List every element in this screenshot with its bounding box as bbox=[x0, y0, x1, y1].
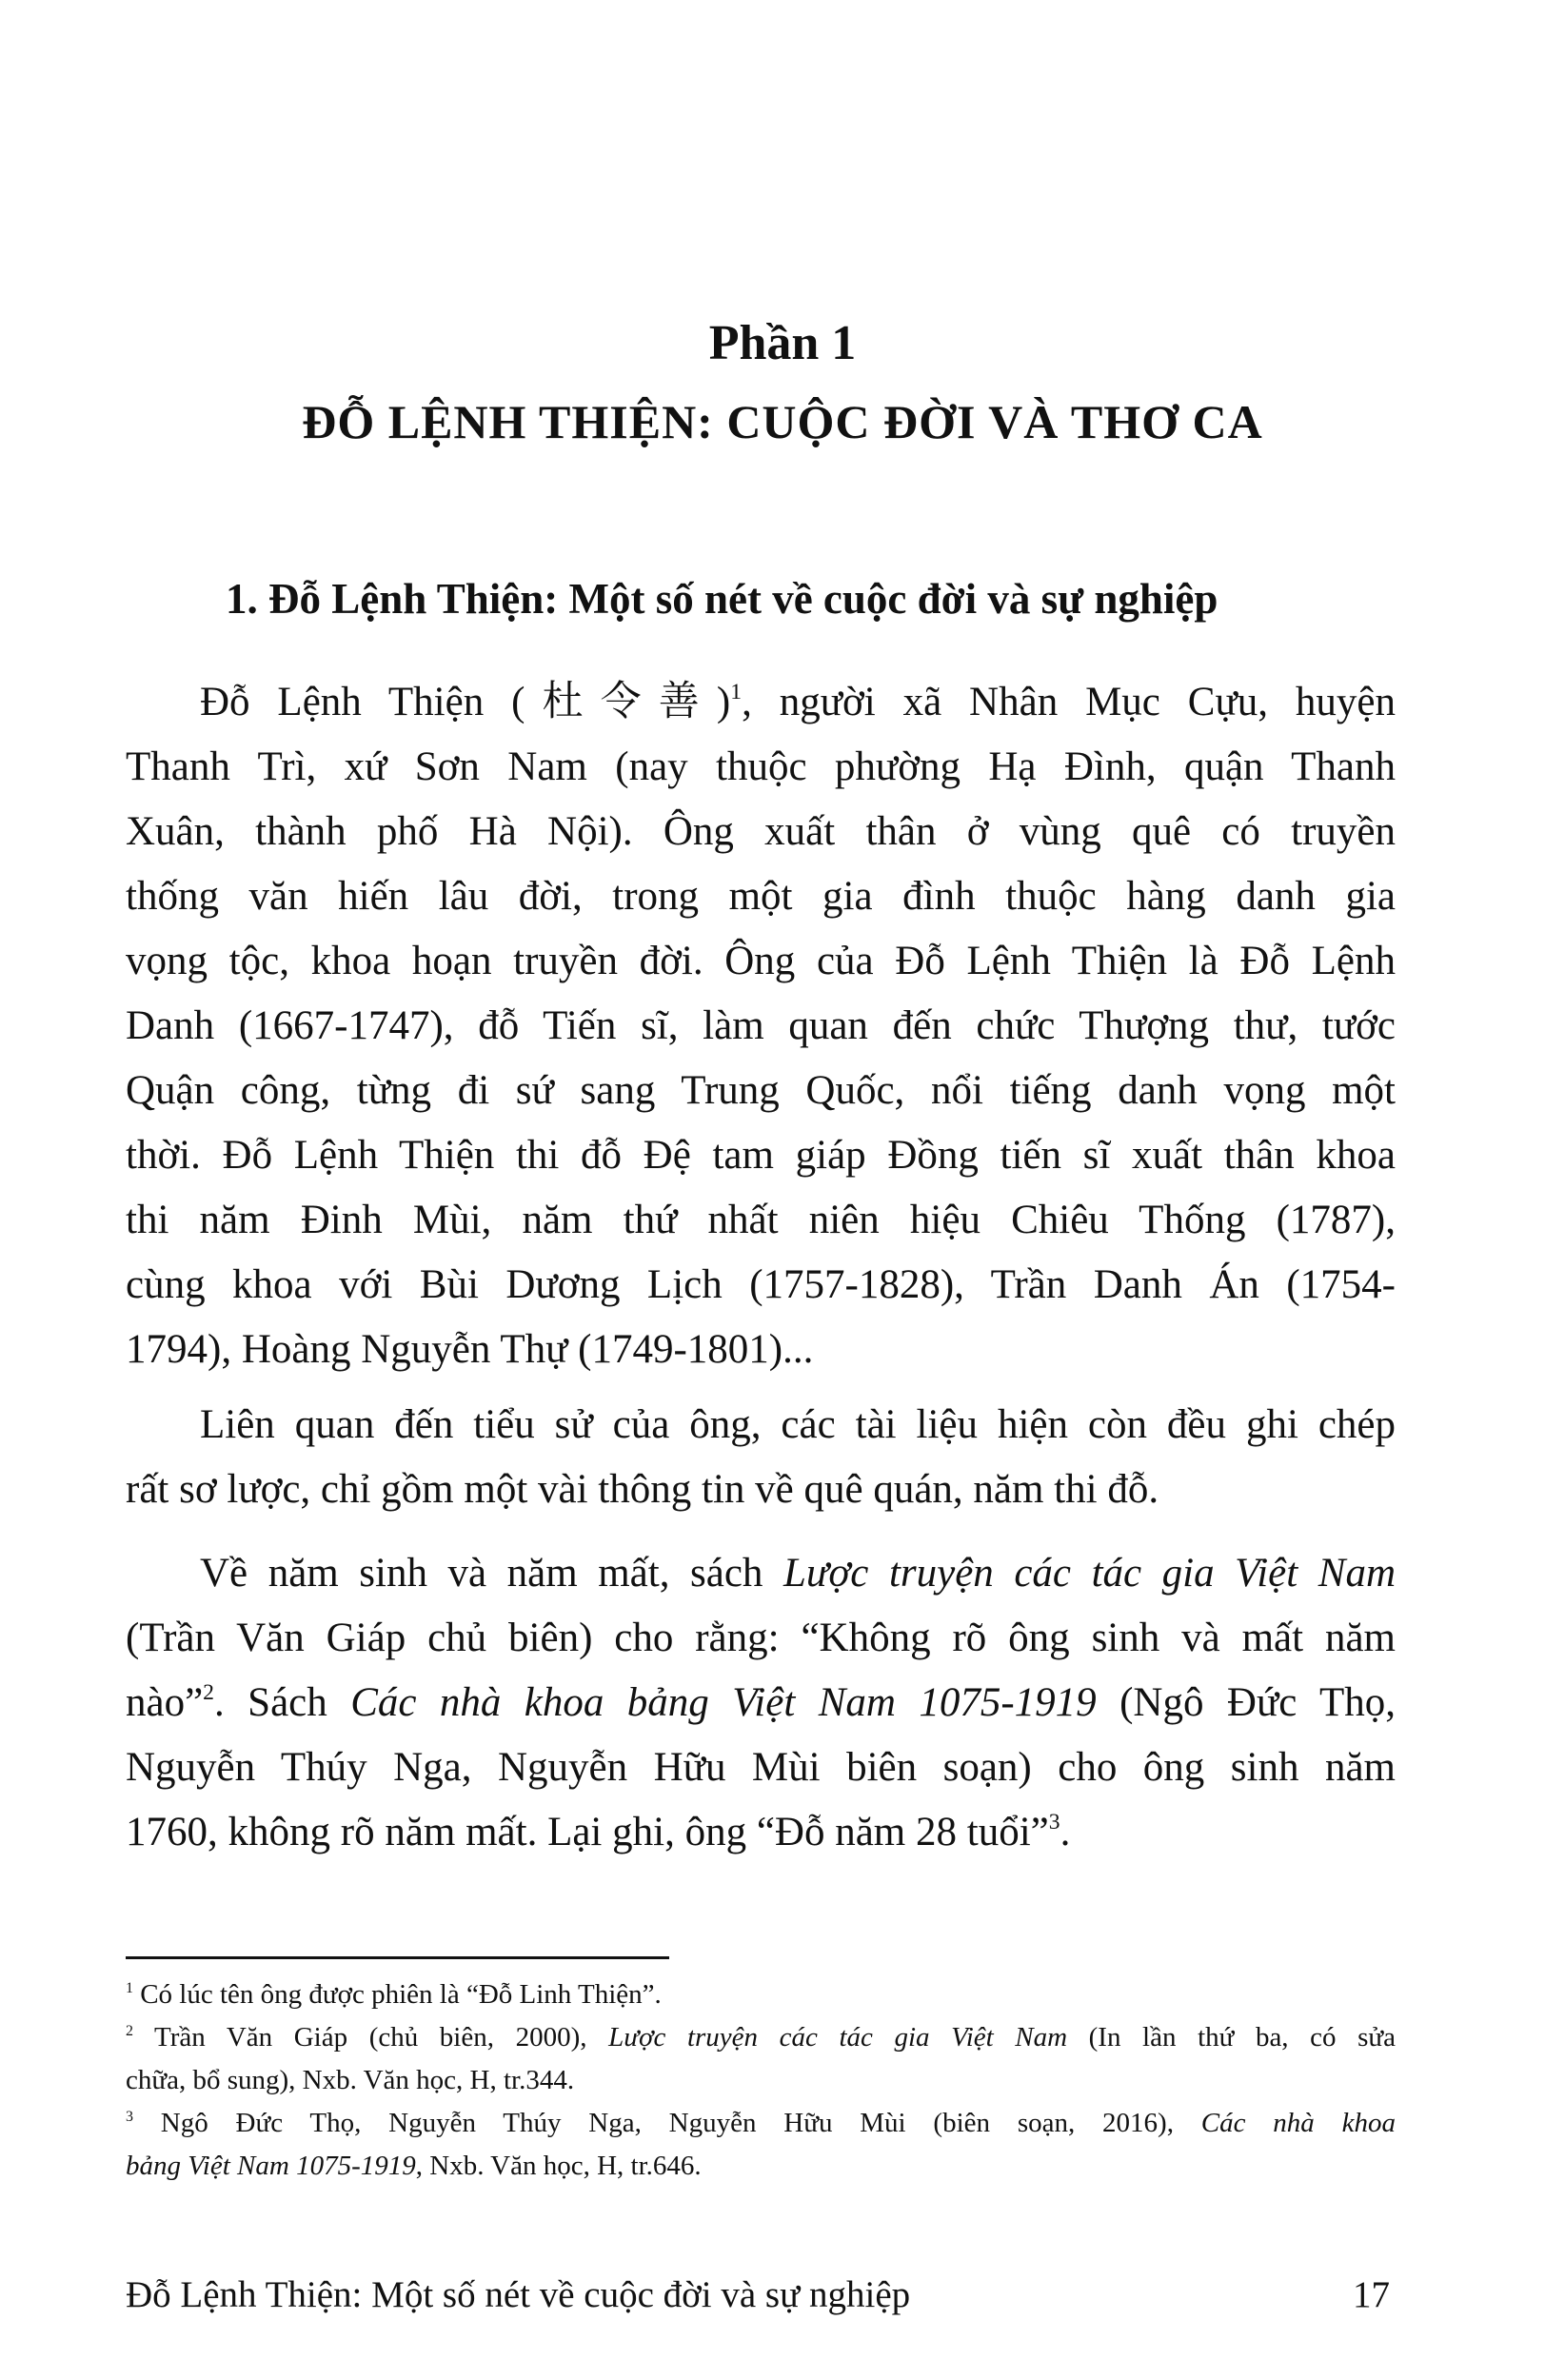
text-run: Nguyễn Thúy Nga, Nguyễn Hữu Mùi biên soạn) cho ông sinh năm bbox=[126, 1745, 1396, 1790]
text-line bbox=[126, 1393, 1396, 1458]
text-line bbox=[126, 1059, 1396, 1123]
text-run: chữa, bổ sung), Nxb. Văn học, H, tr.344. bbox=[126, 2065, 575, 2095]
text-line bbox=[126, 1973, 1396, 2016]
footnote-ref: 3 bbox=[126, 2108, 133, 2125]
text-run: Đỗ Lệnh Thiện (杜令善) bbox=[200, 680, 731, 724]
text-run: vọng tộc, khoa hoạn truyền đời. Ông của Đỗ Lệnh Thiện là Đỗ Lệnh bbox=[126, 939, 1396, 983]
text-line bbox=[126, 1606, 1396, 1671]
footnote-ref: 3 bbox=[1048, 1810, 1060, 1835]
text-run: Về năm sinh và năm mất, sách bbox=[200, 1551, 783, 1596]
text-run: 1794), Hoàng Nguyễn Thự (1749-1801)... bbox=[126, 1327, 814, 1372]
text-line bbox=[126, 994, 1396, 1059]
text-line bbox=[126, 1458, 1396, 1522]
text-run: Danh (1667-1747), đỗ Tiến sĩ, làm quan đến chức Thượng thư, tước bbox=[126, 1003, 1396, 1048]
text-line bbox=[126, 864, 1396, 929]
text-line bbox=[126, 2016, 1396, 2059]
running-footer-title: Đỗ Lệnh Thiện: Một số nét về cuộc đời và sự nghiệp bbox=[126, 2274, 911, 2315]
text-run: rất sơ lược, chỉ gồm một vài thông tin về quê quán, năm thi đỗ. bbox=[126, 1467, 1159, 1512]
footnote-ref: 2 bbox=[203, 1680, 214, 1706]
text-line bbox=[126, 929, 1396, 994]
text-run: . bbox=[1060, 1810, 1071, 1854]
text-run: cùng khoa với Bùi Dương Lịch (1757-1828), Trần Danh Án (1754- bbox=[126, 1262, 1396, 1307]
text-run: , Nxb. Văn học, H, tr.646. bbox=[415, 2151, 702, 2181]
text-run: thống văn hiến lâu đời, trong một gia đình thuộc hàng danh gia bbox=[126, 874, 1396, 919]
text-run: Trần Văn Giáp (chủ biên, 2000), bbox=[132, 2022, 609, 2053]
text-run: , người xã Nhân Mục Cựu, huyện bbox=[742, 680, 1396, 724]
text-run: (Trần Văn Giáp chủ biên) cho rằng: “Không rõ ông sinh và mất năm bbox=[126, 1616, 1396, 1660]
text-line bbox=[126, 2145, 1396, 2188]
text-run: thi năm Đinh Mùi, năm thứ nhất niên hiệu Chiêu Thống (1787), bbox=[126, 1198, 1396, 1242]
body-paragraph bbox=[126, 1393, 1396, 1522]
body-paragraph bbox=[126, 1541, 1396, 1865]
text-run: thời. Đỗ Lệnh Thiện thi đỗ Đệ tam giáp Đồng tiến sĩ xuất thân khoa bbox=[126, 1133, 1396, 1178]
chapter-title: ĐỖ LỆNH THIỆN: CUỘC ĐỜI VÀ THƠ CA bbox=[302, 395, 1263, 448]
footnote bbox=[126, 1973, 1396, 2016]
text-line bbox=[126, 1123, 1396, 1188]
text-line bbox=[126, 2059, 1396, 2102]
text-run: Liên quan đến tiểu sử của ông, các tài liệu hiện còn đều ghi chép bbox=[200, 1402, 1396, 1447]
footnote-ref: 1 bbox=[126, 1979, 133, 1996]
text-line bbox=[126, 735, 1396, 800]
italic-title: Các nhà khoa bbox=[1200, 2108, 1396, 2138]
text-run: Quận công, từng đi sứ sang Trung Quốc, nổi tiếng danh vọng một bbox=[126, 1068, 1396, 1113]
section-heading: 1. Đỗ Lệnh Thiện: Một số nét về cuộc đời và sự nghiệp bbox=[226, 575, 1218, 623]
text-line bbox=[126, 1188, 1396, 1253]
text-line bbox=[126, 800, 1396, 864]
text-line bbox=[126, 670, 1396, 735]
footnote bbox=[126, 2102, 1396, 2188]
page-number: 17 bbox=[1353, 2274, 1390, 2315]
italic-title: bảng Việt Nam 1075-1919 bbox=[126, 2151, 416, 2181]
text-run: Thanh Trì, xứ Sơn Nam (nay thuộc phường Hạ Đình, quận Thanh bbox=[126, 744, 1396, 789]
text-line bbox=[126, 1253, 1396, 1318]
text-run: nào” bbox=[126, 1680, 204, 1725]
text-run: 1760, không rõ năm mất. Lại ghi, ông “Đỗ năm 28 tuổi” bbox=[126, 1810, 1049, 1854]
text-run: Có lúc tên ông được phiên là “Đỗ Linh Thiện”. bbox=[132, 1979, 662, 2010]
body-paragraph bbox=[126, 670, 1396, 1382]
text-run: (Ngô Đức Thọ, bbox=[1096, 1680, 1396, 1725]
text-line bbox=[126, 1735, 1396, 1800]
footnote bbox=[126, 2016, 1396, 2102]
footnote-ref: 2 bbox=[126, 2022, 133, 2039]
text-line bbox=[126, 1541, 1396, 1606]
text-run: Xuân, thành phố Hà Nội). Ông xuất thân ở vùng quê có truyền bbox=[126, 809, 1396, 854]
italic-title: Các nhà khoa bảng Việt Nam 1075-1919 bbox=[350, 1680, 1097, 1725]
italic-title: Lược truyện các tác gia Việt Nam bbox=[608, 2022, 1068, 2053]
text-run: Ngô Đức Thọ, Nguyễn Thúy Nga, Nguyễn Hữu Mùi (biên soạn, 2016), bbox=[132, 2108, 1201, 2138]
footnote-divider bbox=[126, 1956, 669, 1959]
text-line bbox=[126, 1671, 1396, 1735]
text-run: . Sách bbox=[214, 1680, 351, 1725]
footnote-ref: 1 bbox=[730, 680, 743, 705]
italic-title: Lược truyện các tác gia Việt Nam bbox=[782, 1551, 1396, 1596]
part-label: Phần 1 bbox=[708, 316, 857, 370]
text-line bbox=[126, 1800, 1396, 1865]
text-run: (In lần thứ ba, có sửa bbox=[1067, 2022, 1396, 2053]
text-line bbox=[126, 1318, 1396, 1382]
text-line bbox=[126, 2102, 1396, 2145]
